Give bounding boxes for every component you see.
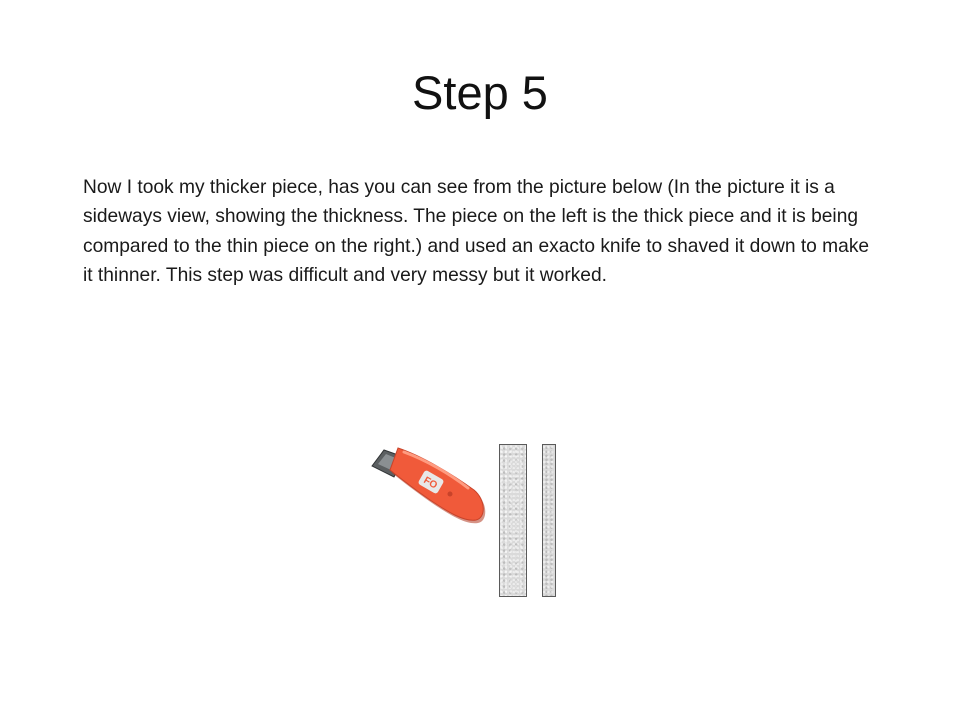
- thickness-comparison-illustration: [360, 430, 580, 605]
- knife-logo-text: FO: [421, 475, 440, 492]
- slide-title: Step 5: [412, 66, 548, 119]
- thick-piece-sideways: [499, 444, 527, 597]
- thin-piece-sideways: [542, 444, 556, 597]
- slide-body-text: Now I took my thicker piece, has you can see from the picture below (In the picture it is a sideways view, showing the thickness. The piece on the left is the thick piece and it is being compared to the thin piece on the right.) and used an exacto knife to shaved it down to make it thinner. This step was difficult and very messy but it worked.: [83, 177, 870, 287]
- utility-knife-icon: [360, 430, 495, 530]
